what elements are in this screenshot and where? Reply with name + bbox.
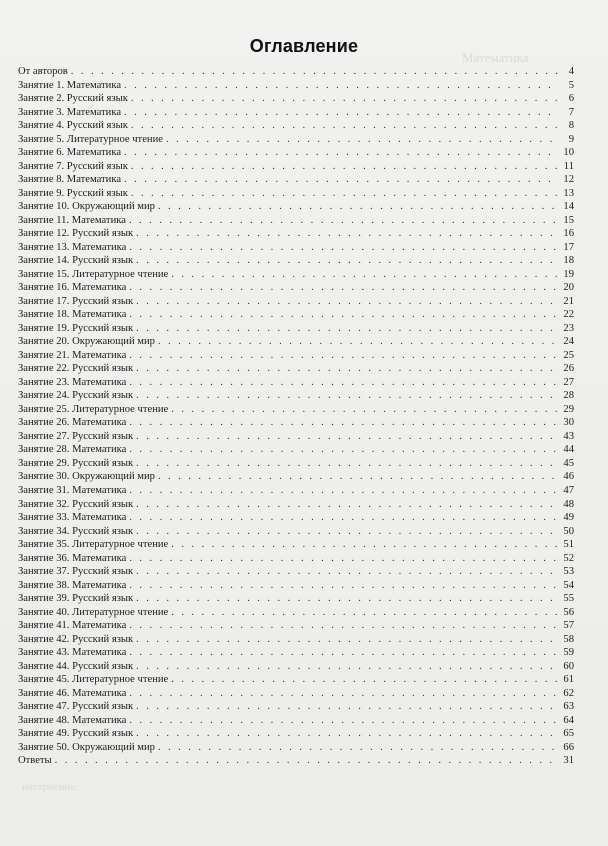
dot-leader [129,241,559,255]
dot-leader [136,633,559,647]
toc-entry [18,619,574,633]
dot-leader [136,322,559,336]
toc-entry [18,700,574,714]
toc-entry-title: Занятие 49. Русский язык [18,728,134,740]
dot-leader [129,714,559,728]
toc-entry-page-number: 62 [563,687,574,699]
dot-leader [171,606,559,620]
toc-entry-title: Занятие 7. Русский язык [18,160,128,172]
toc-entry [18,187,574,201]
toc-entry [18,430,574,444]
toc-entry [18,268,574,282]
toc-entry [18,146,574,160]
toc-entry-page-number: 52 [563,552,574,564]
toc-entry [18,322,574,336]
dot-leader [129,443,559,457]
toc-entry [18,92,574,106]
toc-entry-title: Занятие 9. Русский язык [18,187,128,199]
toc-entry [18,565,574,579]
toc-entry-title: Занятие 16. Математика [18,282,127,294]
toc-entry-title: Занятие 28. Математика [18,444,127,456]
toc-entry [18,754,574,768]
toc-entry [18,362,574,376]
toc-entry [18,335,574,349]
toc-entry-page-number: 26 [563,363,574,375]
toc-entry-page-number: 22 [563,309,574,321]
toc-entry-page-number: 11 [563,160,574,172]
toc-entry-page-number: 14 [563,201,574,213]
dot-leader [158,200,559,214]
toc-entry-title: Занятие 38. Математика [18,579,127,591]
toc-entry [18,133,574,147]
toc-entry [18,673,574,687]
toc-entry [18,241,574,255]
toc-entry [18,403,574,417]
toc-entry-title: Занятие 15. Литературное чтение [18,268,169,280]
toc-entry-title: Занятие 5. Литературное чтение [18,133,163,145]
toc-entry-page-number: 23 [563,322,574,334]
toc-entry-page-number: 10 [563,147,574,159]
dot-leader [124,146,559,160]
dot-leader [136,700,559,714]
toc-entry-title: Занятие 47. Русский язык [18,701,134,713]
dot-leader [171,268,559,282]
dot-leader [171,538,559,552]
toc-entry-page-number: 24 [563,336,574,348]
toc-entry-title: Занятие 36. Математика [18,552,127,564]
toc-entry-title: Занятие 20. Окружающий мир [18,336,155,348]
toc-entry-page-number: 57 [563,620,574,632]
toc-entry-page-number: 45 [563,457,574,469]
toc-entry-page-number: 64 [563,714,574,726]
dot-leader [129,687,559,701]
dot-leader [131,92,559,106]
toc-entry-page-number: 9 [568,133,574,145]
toc-entry-title: Занятие 45. Литературное чтение [18,674,169,686]
dot-leader [136,295,559,309]
toc-entry [18,227,574,241]
toc-entry-page-number: 30 [563,417,574,429]
dot-leader [136,227,559,241]
toc-entry [18,484,574,498]
dot-leader [136,592,559,606]
toc-entry [18,457,574,471]
toc-entry [18,592,574,606]
dot-leader [129,484,559,498]
toc-entry-page-number: 66 [563,741,574,753]
toc-entry-title: Занятие 14. Русский язык [18,255,134,267]
toc-entry-title: Занятие 43. Математика [18,647,127,659]
dot-leader [129,281,559,295]
toc-entry [18,416,574,430]
toc-entry-title: Занятие 11. Математика [18,214,126,226]
toc-entry-page-number: 50 [563,525,574,537]
toc-entry-title: Занятие 50. Окружающий мир [18,741,155,753]
dot-leader [171,403,559,417]
toc-entry [18,579,574,593]
dot-leader [129,416,559,430]
toc-entry-page-number: 7 [568,106,574,118]
toc-entry [18,633,574,647]
toc-entry-page-number: 43 [563,430,574,442]
toc-entry-title: Занятие 34. Русский язык [18,525,134,537]
dot-leader [124,79,559,93]
dot-leader [136,430,559,444]
toc-entry [18,308,574,322]
table-of-contents [18,65,574,768]
toc-entry [18,376,574,390]
dot-leader [124,106,559,120]
toc-entry [18,538,574,552]
toc-entry [18,295,574,309]
toc-entry-title: Занятие 41. Математика [18,620,127,632]
toc-entry [18,173,574,187]
dot-leader [136,457,559,471]
toc-entry-title: Занятие 48. Математика [18,714,127,726]
toc-entry [18,389,574,403]
dot-leader [129,579,559,593]
toc-entry-title: Занятие 26. Математика [18,417,127,429]
toc-entry [18,349,574,363]
toc-entry [18,254,574,268]
bleed-through-text: настроение. [22,781,79,793]
toc-entry-title: Занятие 23. Математика [18,376,127,388]
dot-leader [129,308,559,322]
toc-entry-page-number: 51 [563,539,574,551]
dot-leader [129,376,559,390]
toc-entry-page-number: 27 [563,376,574,388]
dot-leader [129,511,559,525]
toc-entry-page-number: 49 [563,512,574,524]
dot-leader [136,660,559,674]
toc-entry [18,65,574,79]
toc-entry-title: Занятие 17. Русский язык [18,295,134,307]
toc-entry [18,606,574,620]
toc-entry-title: Занятие 44. Русский язык [18,660,134,672]
toc-entry [18,281,574,295]
toc-entry-page-number: 46 [563,471,574,483]
toc-entry-title: Занятие 19. Русский язык [18,322,134,334]
toc-entry-title: Занятие 21. Математика [18,349,127,361]
toc-entry-title: Занятие 8. Математика [18,174,122,186]
toc-entry-page-number: 28 [563,390,574,402]
dot-leader [55,754,559,768]
dot-leader [136,389,559,403]
toc-entry [18,552,574,566]
dot-leader [131,119,559,133]
dot-leader [136,525,559,539]
toc-entry-page-number: 20 [563,282,574,294]
toc-entry-page-number: 60 [563,660,574,672]
dot-leader [129,349,559,363]
toc-entry-title: Занятие 33. Математика [18,512,127,524]
toc-entry-page-number: 18 [563,255,574,267]
dot-leader [158,741,559,755]
toc-entry-page-number: 56 [563,606,574,618]
toc-entry-title: Занятие 12. Русский язык [18,228,134,240]
dot-leader [136,254,559,268]
toc-entry-title: Занятие 29. Русский язык [18,457,134,469]
toc-entry-page-number: 53 [563,566,574,578]
toc-entry [18,714,574,728]
toc-entry [18,511,574,525]
toc-entry-title: Занятие 18. Математика [18,309,127,321]
toc-entry-title: Занятие 31. Математика [18,484,127,496]
toc-entry-page-number: 12 [563,174,574,186]
dot-leader [129,552,559,566]
toc-entry-title: Занятие 2. Русский язык [18,93,128,105]
toc-entry [18,687,574,701]
toc-entry-page-number: 47 [563,484,574,496]
toc-entry-page-number: 19 [563,268,574,280]
toc-entry-title: Занятие 25. Литературное чтение [18,403,169,415]
toc-entry [18,498,574,512]
toc-entry [18,660,574,674]
toc-entry-page-number: 55 [563,593,574,605]
bleed-through-heading: Математика [462,50,529,65]
page-title: Оглавление [249,36,359,56]
dot-leader [171,673,559,687]
toc-entry-title: Занятие 6. Математика [18,147,122,159]
dot-leader [166,133,559,147]
dot-leader [158,335,559,349]
toc-entry [18,79,574,93]
toc-entry [18,646,574,660]
toc-entry [18,119,574,133]
toc-entry-title: От авторов [18,66,68,77]
toc-entry [18,470,574,484]
dot-leader [136,727,559,741]
toc-entry-page-number: 44 [563,444,574,456]
dot-leader [131,187,559,201]
toc-entry-title: Занятие 37. Русский язык [18,566,134,578]
toc-entry-title: Занятие 4. Русский язык [18,120,128,132]
dot-leader [124,173,559,187]
toc-entry-page-number: 15 [563,214,574,226]
toc-entry-page-number: 63 [563,701,574,713]
toc-entry-title: Занятие 35. Литературное чтение [18,539,169,551]
toc-entry-page-number: 17 [563,241,574,253]
dot-leader [136,498,559,512]
toc-entry-page-number: 54 [563,579,574,591]
toc-entry-page-number: 31 [563,755,574,767]
toc-entry-title: Занятие 10. Окружающий мир [18,201,155,213]
toc-entry-title: Занятие 30. Окружающий мир [18,471,155,483]
toc-entry [18,106,574,120]
toc-entry-page-number: 16 [563,228,574,240]
toc-entry-page-number: 6 [568,93,574,105]
dot-leader [136,565,559,579]
dot-leader [129,214,559,228]
toc-entry-title: Занятие 1. Математика [18,79,122,91]
toc-entry-page-number: 13 [563,187,574,199]
toc-entry [18,525,574,539]
toc-entry-title: Занятие 27. Русский язык [18,430,134,442]
toc-entry [18,214,574,228]
toc-entry-page-number: 29 [563,403,574,415]
toc-entry-title: Занятие 42. Русский язык [18,633,134,645]
toc-entry [18,200,574,214]
toc-entry-page-number: 61 [563,674,574,686]
toc-entry-page-number: 21 [563,295,574,307]
toc-entry-page-number: 59 [563,647,574,659]
toc-entry-title: Занятие 24. Русский язык [18,390,134,402]
toc-entry-title: Занятие 3. Математика [18,106,122,118]
toc-entry-page-number: 48 [563,498,574,510]
toc-entry-page-number: 4 [568,66,574,77]
toc-entry-page-number: 58 [563,633,574,645]
dot-leader [131,160,559,174]
toc-entry [18,443,574,457]
toc-entry-title: Ответы [18,755,52,767]
toc-entry [18,160,574,174]
toc-entry-title: Занятие 46. Математика [18,687,127,699]
toc-entry-title: Занятие 39. Русский язык [18,593,134,605]
toc-entry-page-number: 25 [563,349,574,361]
dot-leader [158,470,559,484]
toc-entry-title: Занятие 13. Математика [18,241,127,253]
toc-entry [18,741,574,755]
toc-entry-title: Занятие 22. Русский язык [18,363,134,375]
dot-leader [136,362,559,376]
toc-entry-page-number: 5 [568,79,574,91]
toc-entry-title: Занятие 32. Русский язык [18,498,134,510]
dot-leader [129,619,559,633]
dot-leader [71,65,559,79]
dot-leader [129,646,559,660]
toc-entry [18,727,574,741]
toc-entry-page-number: 8 [568,120,574,132]
toc-entry-title: Занятие 40. Литературное чтение [18,606,169,618]
toc-entry-page-number: 65 [563,728,574,740]
